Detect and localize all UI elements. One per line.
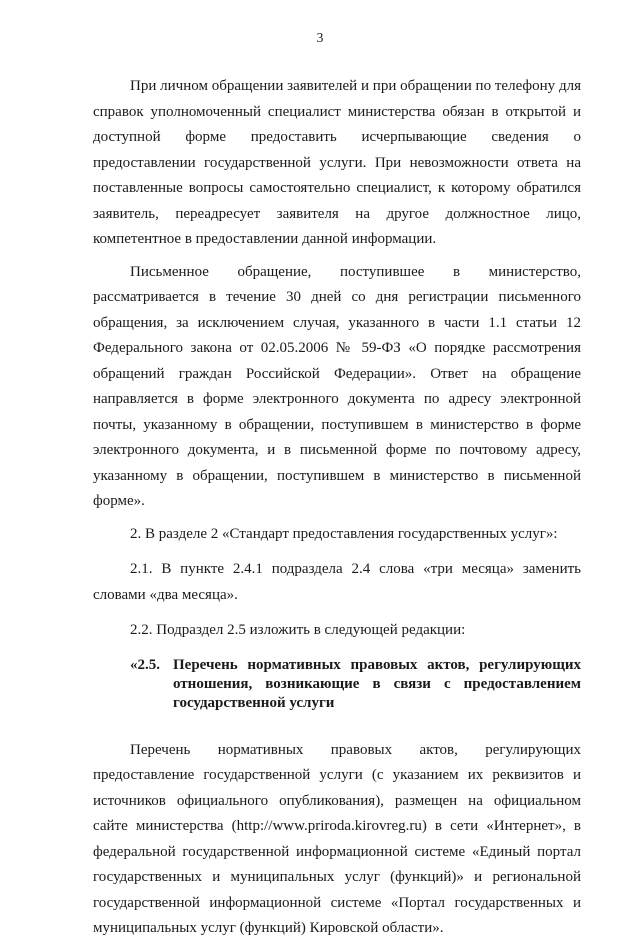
subsection-heading [93,656,581,713]
document-body [93,74,581,942]
paragraph-written-inquiry: Письменное обращение, поступившее в министерство, рассматривается в течение 30 дней со дня регистрации письменного обращения, за исключением случая, указанного в части 1.1 статьи 12 Федерального закона от 02.05.2006 № 59-ФЗ «О порядке рассмотрения обращений граждан Российской Федерации». Ответ на обращение направляется в форме электронного документа по адресу электронной почты, указанному в обращении, поступившем в министерство в форме электронного документа, и в письменной форме по почтовому адресу, указанному в обращении, поступившем в министерство в письменной форме». [93,263,581,509]
paragraph-personal-inquiry: При личном обращении заявителей и при обращении по телефону для справок уполномоченный специалист министерства обязан в открытой и доступной форме предоставить исчерпывающие сведения о предоставлении государственной услуги. При невозможности ответа на поставленные вопросы самостоятельно специалист, к которому обратился заявитель, переадресует заявителя на другое должностное лицо, компетентное в предоставлении данной информации. [93,78,581,247]
subsection-number: «2.5. [130,656,160,673]
subsection-title: Перечень нормативных правовых актов, регулирующих отношения, возникающие в связи с предоставлением государственной услуги [173,656,581,711]
paragraph-item-2-1: 2.1. В пункте 2.4.1 подраздела 2.4 слова «три месяца» заменить словами «два месяца». [93,561,581,603]
page-number: 3 [316,30,324,45]
paragraph-section-2: 2. В разделе 2 «Стандарт предоставления государственных услуг»: [130,525,558,542]
paragraph-legal-acts-list: Перечень нормативных правовых актов, регулирующих предоставление государственной услуги (с указанием их реквизитов и источников официального опубликования), размещен на официальном сайте министерства (http://www.priroda.kirovreg.ru) в сети «Интернет», в федеральной государственной информационной системе «Единый портал государственных и муниципальных услуг (функций)» и региональной государственной информационной системе «Портал государственных и муниципальных услуг (функций) Кировской области». [93,741,581,936]
paragraph-item-2-2: 2.2. Подраздел 2.5 изложить в следующей редакции: [130,622,466,638]
